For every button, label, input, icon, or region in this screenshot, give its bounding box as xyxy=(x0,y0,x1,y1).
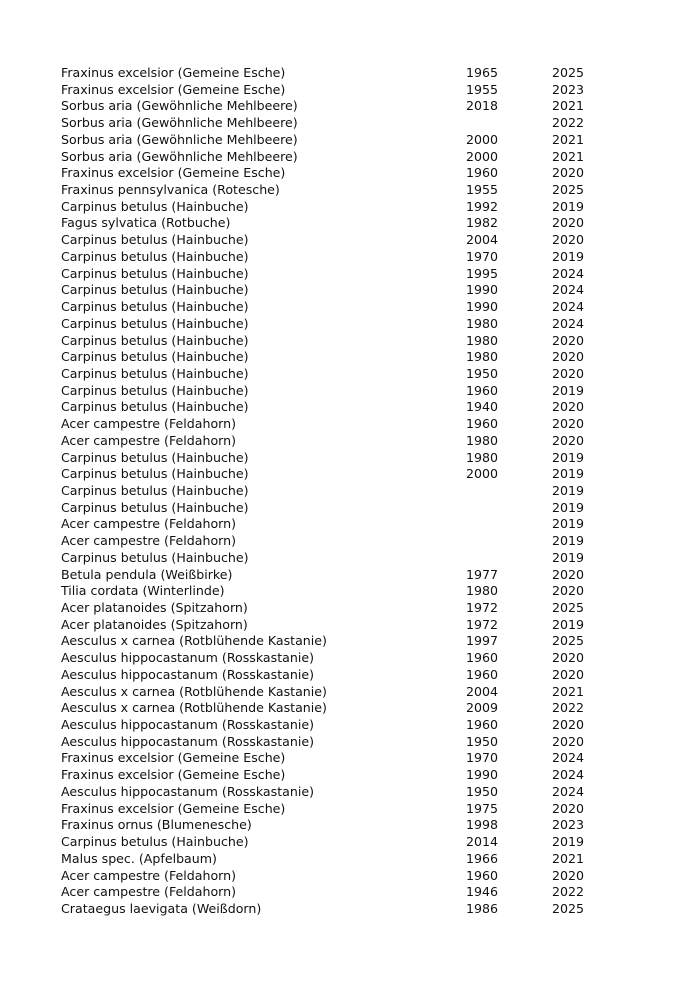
inspection-year-cell: 2020 xyxy=(552,800,585,816)
table-row xyxy=(61,215,612,232)
planting-year-cell: 1950 xyxy=(466,783,499,799)
table-row xyxy=(61,901,612,918)
species-cell: Fraxinus excelsior (Gemeine Esche) xyxy=(61,800,286,816)
species-cell: Aesculus x carnea (Rotblühende Kastanie) xyxy=(61,683,327,699)
table-row xyxy=(61,333,612,350)
table-row xyxy=(61,349,612,366)
inspection-year-cell: 2019 xyxy=(552,466,585,482)
planting-year-cell: 2018 xyxy=(466,98,499,114)
table-row xyxy=(61,617,612,634)
species-cell: Carpinus betulus (Hainbuche) xyxy=(61,332,249,348)
planting-year-cell: 1992 xyxy=(466,198,499,214)
table-row xyxy=(61,834,612,851)
species-cell: Betula pendula (Weißbirke) xyxy=(61,566,233,582)
inspection-year-cell: 2025 xyxy=(552,182,585,198)
species-cell: Carpinus betulus (Hainbuche) xyxy=(61,382,249,398)
table-row xyxy=(61,817,612,834)
species-cell: Fraxinus excelsior (Gemeine Esche) xyxy=(61,65,286,80)
table-row xyxy=(61,784,612,801)
planting-year-cell: 1980 xyxy=(466,583,499,599)
table-row xyxy=(61,750,612,767)
inspection-year-cell: 2019 xyxy=(552,499,585,515)
planting-year-cell: 2000 xyxy=(466,148,499,164)
planting-year-cell: 2000 xyxy=(466,466,499,482)
inspection-year-cell: 2021 xyxy=(552,131,585,147)
planting-year-cell: 1980 xyxy=(466,332,499,348)
planting-year-cell: 1960 xyxy=(466,867,499,883)
inspection-year-cell: 2020 xyxy=(552,432,585,448)
inspection-year-cell: 2019 xyxy=(552,198,585,214)
species-cell: Carpinus betulus (Hainbuche) xyxy=(61,466,249,482)
table-row xyxy=(61,199,612,216)
table-row xyxy=(61,667,612,684)
table-row xyxy=(61,583,612,600)
species-cell: Carpinus betulus (Hainbuche) xyxy=(61,232,249,248)
inspection-year-cell: 2021 xyxy=(552,148,585,164)
species-cell: Acer campestre (Feldahorn) xyxy=(61,867,237,883)
planting-year-cell: 2004 xyxy=(466,683,499,699)
table-row xyxy=(61,466,612,483)
planting-year-cell: 1972 xyxy=(466,616,499,632)
inspection-year-cell: 2024 xyxy=(552,282,585,298)
species-cell: Fraxinus excelsior (Gemeine Esche) xyxy=(61,165,286,181)
inspection-year-cell: 2020 xyxy=(552,399,585,415)
planting-year-cell xyxy=(466,516,552,533)
table-row xyxy=(61,165,612,182)
tree-table-body xyxy=(61,65,612,918)
species-cell: Carpinus betulus (Hainbuche) xyxy=(61,248,249,264)
inspection-year-cell: 2020 xyxy=(552,583,585,599)
species-cell: Carpinus betulus (Hainbuche) xyxy=(61,482,249,498)
table-row xyxy=(61,533,612,550)
species-cell: Fagus sylvatica (Rotbuche) xyxy=(61,215,231,231)
planting-year-cell: 1982 xyxy=(466,215,499,231)
inspection-year-cell: 2019 xyxy=(552,834,585,850)
inspection-year-cell: 2024 xyxy=(552,783,585,799)
table-row xyxy=(61,684,612,701)
table-row xyxy=(61,801,612,818)
planting-year-cell: 2004 xyxy=(466,232,499,248)
species-cell: Sorbus aria (Gewöhnliche Mehlbeere) xyxy=(61,115,298,131)
table-row xyxy=(61,868,612,885)
planting-year-cell: 1980 xyxy=(466,315,499,331)
planting-year-cell: 1955 xyxy=(466,81,499,97)
species-cell: Carpinus betulus (Hainbuche) xyxy=(61,265,249,281)
inspection-year-cell: 2025 xyxy=(552,633,585,649)
inspection-year-cell: 2020 xyxy=(552,666,585,682)
planting-year-cell: 1970 xyxy=(466,248,499,264)
species-cell: Carpinus betulus (Hainbuche) xyxy=(61,549,249,565)
planting-year-cell: 1950 xyxy=(466,733,499,749)
species-cell: Carpinus betulus (Hainbuche) xyxy=(61,282,249,298)
planting-year-cell: 1965 xyxy=(466,65,499,80)
species-cell: Aesculus x carnea (Rotblühende Kastanie) xyxy=(61,633,327,649)
species-cell: Fraxinus excelsior (Gemeine Esche) xyxy=(61,767,286,783)
table-row xyxy=(61,767,612,784)
table-row xyxy=(61,567,612,584)
planting-year-cell: 1960 xyxy=(466,650,499,666)
species-cell: Carpinus betulus (Hainbuche) xyxy=(61,834,249,850)
planting-year-cell: 1960 xyxy=(466,717,499,733)
table-row xyxy=(61,550,612,567)
planting-year-cell: 1997 xyxy=(466,633,499,649)
table-row xyxy=(61,65,612,82)
species-cell: Fraxinus pennsylvanica (Rotesche) xyxy=(61,182,280,198)
planting-year-cell: 1946 xyxy=(466,884,499,900)
planting-year-cell xyxy=(466,533,552,550)
table-row xyxy=(61,383,612,400)
table-row xyxy=(61,249,612,266)
table-row xyxy=(61,650,612,667)
species-cell: Carpinus betulus (Hainbuche) xyxy=(61,399,249,415)
table-row xyxy=(61,399,612,416)
planting-year-cell xyxy=(466,550,552,567)
species-cell: Fraxinus excelsior (Gemeine Esche) xyxy=(61,81,286,97)
species-cell: Aesculus hippocastanum (Rosskastanie) xyxy=(61,666,314,682)
inspection-year-cell: 2019 xyxy=(552,382,585,398)
table-row xyxy=(61,232,612,249)
species-cell: Carpinus betulus (Hainbuche) xyxy=(61,299,249,315)
inspection-year-cell: 2019 xyxy=(552,616,585,632)
table-row xyxy=(61,316,612,333)
species-cell: Crataegus laevigata (Weißdorn) xyxy=(61,900,262,916)
planting-year-cell: 1970 xyxy=(466,750,499,766)
tree-table xyxy=(61,65,612,918)
inspection-year-cell: 2020 xyxy=(552,867,585,883)
species-cell: Sorbus aria (Gewöhnliche Mehlbeere) xyxy=(61,131,298,147)
species-cell: Aesculus x carnea (Rotblühende Kastanie) xyxy=(61,700,327,716)
inspection-year-cell: 2020 xyxy=(552,349,585,365)
species-cell: Acer campestre (Feldahorn) xyxy=(61,884,237,900)
planting-year-cell: 1995 xyxy=(466,265,499,281)
planting-year-cell: 1960 xyxy=(466,666,499,682)
planting-year-cell: 1998 xyxy=(466,817,499,833)
species-cell: Carpinus betulus (Hainbuche) xyxy=(61,198,249,214)
species-cell: Malus spec. (Apfelbaum) xyxy=(61,850,217,866)
inspection-year-cell: 2024 xyxy=(552,750,585,766)
inspection-year-cell: 2024 xyxy=(552,315,585,331)
table-row xyxy=(61,700,612,717)
table-row xyxy=(61,282,612,299)
planting-year-cell: 1980 xyxy=(466,432,499,448)
table-row xyxy=(61,717,612,734)
inspection-year-cell: 2020 xyxy=(552,332,585,348)
planting-year-cell: 1966 xyxy=(466,850,499,866)
planting-year-cell xyxy=(466,483,552,500)
inspection-year-cell: 2022 xyxy=(552,700,585,716)
table-row xyxy=(61,500,612,517)
species-cell: Aesculus hippocastanum (Rosskastanie) xyxy=(61,717,314,733)
species-cell: Aesculus hippocastanum (Rosskastanie) xyxy=(61,783,314,799)
table-row xyxy=(61,633,612,650)
inspection-year-cell: 2020 xyxy=(552,365,585,381)
table-row xyxy=(61,516,612,533)
inspection-year-cell: 2025 xyxy=(552,65,585,80)
species-cell: Fraxinus excelsior (Gemeine Esche) xyxy=(61,750,286,766)
species-cell: Fraxinus ornus (Blumenesche) xyxy=(61,817,252,833)
table-row xyxy=(61,851,612,868)
planting-year-cell: 1960 xyxy=(466,165,499,181)
table-row xyxy=(61,884,612,901)
inspection-year-cell: 2020 xyxy=(552,215,585,231)
table-row xyxy=(61,98,612,115)
inspection-year-cell: 2022 xyxy=(552,115,585,131)
inspection-year-cell: 2020 xyxy=(552,566,585,582)
planting-year-cell: 1980 xyxy=(466,349,499,365)
inspection-year-cell: 2024 xyxy=(552,299,585,315)
inspection-year-cell: 2020 xyxy=(552,416,585,432)
species-cell: Acer campestre (Feldahorn) xyxy=(61,416,237,432)
inspection-year-cell: 2020 xyxy=(552,717,585,733)
planting-year-cell: 1960 xyxy=(466,416,499,432)
species-cell: Sorbus aria (Gewöhnliche Mehlbeere) xyxy=(61,98,298,114)
species-cell: Aesculus hippocastanum (Rosskastanie) xyxy=(61,733,314,749)
inspection-year-cell: 2020 xyxy=(552,165,585,181)
inspection-year-cell: 2021 xyxy=(552,98,585,114)
inspection-year-cell: 2021 xyxy=(552,683,585,699)
planting-year-cell: 1990 xyxy=(466,299,499,315)
inspection-year-cell: 2019 xyxy=(552,549,585,565)
species-cell: Acer campestre (Feldahorn) xyxy=(61,432,237,448)
species-cell: Carpinus betulus (Hainbuche) xyxy=(61,315,249,331)
species-cell: Carpinus betulus (Hainbuche) xyxy=(61,449,249,465)
species-cell: Acer campestre (Feldahorn) xyxy=(61,533,237,549)
planting-year-cell: 1975 xyxy=(466,800,499,816)
table-row xyxy=(61,82,612,99)
inspection-year-cell: 2021 xyxy=(552,850,585,866)
table-row xyxy=(61,266,612,283)
inspection-year-cell: 2025 xyxy=(552,900,585,916)
table-row xyxy=(61,182,612,199)
inspection-year-cell: 2019 xyxy=(552,482,585,498)
species-cell: Acer campestre (Feldahorn) xyxy=(61,516,237,532)
inspection-year-cell: 2022 xyxy=(552,884,585,900)
planting-year-cell: 1990 xyxy=(466,767,499,783)
planting-year-cell xyxy=(466,115,552,132)
species-cell: Tilia cordata (Winterlinde) xyxy=(61,583,225,599)
species-cell: Carpinus betulus (Hainbuche) xyxy=(61,365,249,381)
species-cell: Acer platanoides (Spitzahorn) xyxy=(61,600,248,615)
planting-year-cell: 1940 xyxy=(466,399,499,415)
planting-year-cell: 1950 xyxy=(466,365,499,381)
table-row xyxy=(61,115,612,132)
species-cell: Aesculus hippocastanum (Rosskastanie) xyxy=(61,650,314,666)
table-row xyxy=(61,132,612,149)
planting-year-cell: 2009 xyxy=(466,700,499,716)
planting-year-cell xyxy=(466,500,552,517)
inspection-year-cell: 2023 xyxy=(552,817,585,833)
inspection-year-cell: 2019 xyxy=(552,449,585,465)
planting-year-cell: 1990 xyxy=(466,282,499,298)
table-row xyxy=(61,416,612,433)
inspection-year-cell: 2020 xyxy=(552,232,585,248)
planting-year-cell: 1955 xyxy=(466,182,499,198)
inspection-year-cell: 2019 xyxy=(552,533,585,549)
inspection-year-cell: 2024 xyxy=(552,265,585,281)
table-row xyxy=(61,149,612,166)
inspection-year-cell: 2025 xyxy=(552,600,585,615)
planting-year-cell: 1972 xyxy=(466,600,499,615)
planting-year-cell: 2014 xyxy=(466,834,499,850)
table-row xyxy=(61,433,612,450)
species-cell: Sorbus aria (Gewöhnliche Mehlbeere) xyxy=(61,148,298,164)
inspection-year-cell: 2020 xyxy=(552,650,585,666)
inspection-year-cell: 2019 xyxy=(552,516,585,532)
species-cell: Acer platanoides (Spitzahorn) xyxy=(61,616,248,632)
table-row xyxy=(61,299,612,316)
species-cell: Carpinus betulus (Hainbuche) xyxy=(61,499,249,515)
planting-year-cell: 1977 xyxy=(466,566,499,582)
table-row xyxy=(61,600,612,617)
table-row xyxy=(61,366,612,383)
planting-year-cell: 1980 xyxy=(466,449,499,465)
planting-year-cell: 2000 xyxy=(466,131,499,147)
table-row xyxy=(61,450,612,467)
inspection-year-cell: 2019 xyxy=(552,248,585,264)
planting-year-cell: 1986 xyxy=(466,900,499,916)
planting-year-cell: 1960 xyxy=(466,382,499,398)
table-row xyxy=(61,483,612,500)
table-row xyxy=(61,734,612,751)
inspection-year-cell: 2024 xyxy=(552,767,585,783)
inspection-year-cell: 2020 xyxy=(552,733,585,749)
species-cell: Carpinus betulus (Hainbuche) xyxy=(61,349,249,365)
inspection-year-cell: 2023 xyxy=(552,81,585,97)
